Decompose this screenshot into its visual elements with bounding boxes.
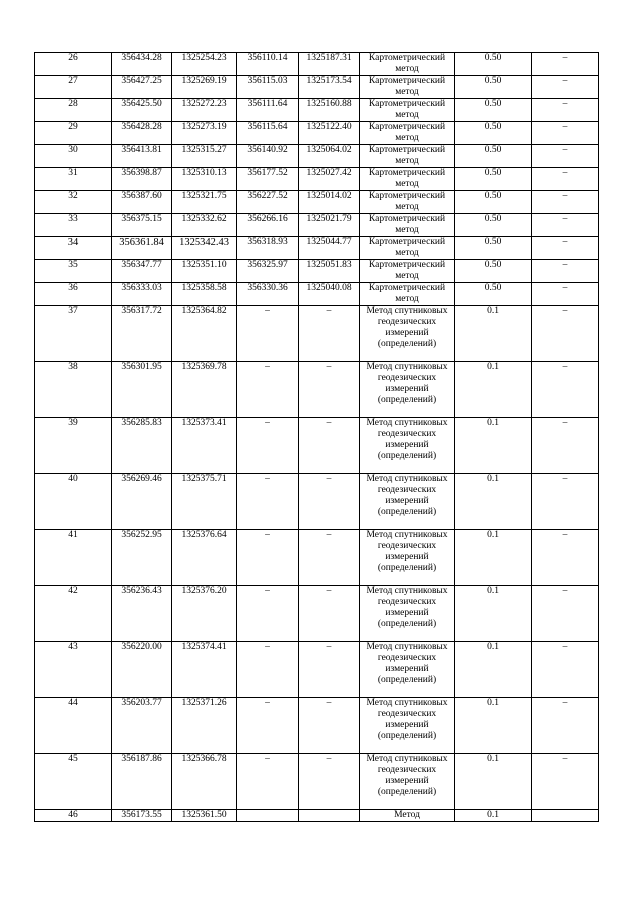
x-previous-cell: – bbox=[237, 306, 299, 362]
y-coordinate-cell: 1325358.58 bbox=[172, 283, 237, 306]
y-coordinate-cell: 1325361.50 bbox=[172, 810, 237, 822]
y-previous-cell: – bbox=[299, 698, 360, 754]
method-cell: Метод спутниковых геодезических измерений (определений) bbox=[360, 530, 455, 586]
y-previous-cell: 1325064.02 bbox=[299, 145, 360, 168]
point-number-cell: 41 bbox=[35, 530, 112, 586]
point-number-cell: 40 bbox=[35, 474, 112, 530]
y-previous-cell: 1325021.79 bbox=[299, 214, 360, 237]
table-row bbox=[35, 810, 599, 822]
y-coordinate-cell: 1325310.13 bbox=[172, 168, 237, 191]
x-previous-cell: – bbox=[237, 754, 299, 810]
x-coordinate-cell: 356347.77 bbox=[112, 260, 172, 283]
x-previous-cell: 356318.93 bbox=[237, 237, 299, 260]
x-coordinate-cell: 356252.95 bbox=[112, 530, 172, 586]
x-previous-cell: 356115.03 bbox=[237, 76, 299, 99]
note-cell: – bbox=[532, 586, 599, 642]
accuracy-cell: 0.50 bbox=[455, 237, 532, 260]
method-cell: Картометрический метод bbox=[360, 145, 455, 168]
table-row bbox=[35, 76, 599, 99]
y-previous-cell: – bbox=[299, 418, 360, 474]
table-row bbox=[35, 474, 599, 530]
y-coordinate-cell: 1325369.78 bbox=[172, 362, 237, 418]
x-previous-cell: 356330.36 bbox=[237, 283, 299, 306]
x-previous-cell: 356325.97 bbox=[237, 260, 299, 283]
accuracy-cell: 0.50 bbox=[455, 53, 532, 76]
note-cell: – bbox=[532, 76, 599, 99]
x-previous-cell: 356115.64 bbox=[237, 122, 299, 145]
method-cell: Метод спутниковых геодезических измерений (определений) bbox=[360, 306, 455, 362]
point-number-cell: 27 bbox=[35, 76, 112, 99]
table-row bbox=[35, 530, 599, 586]
x-coordinate-cell: 356361.84 bbox=[112, 237, 172, 260]
x-coordinate-cell: 356173.55 bbox=[112, 810, 172, 822]
method-cell: Метод спутниковых геодезических измерений (определений) bbox=[360, 586, 455, 642]
y-previous-cell: 1325040.08 bbox=[299, 283, 360, 306]
y-coordinate-cell: 1325273.19 bbox=[172, 122, 237, 145]
y-previous-cell: – bbox=[299, 754, 360, 810]
x-coordinate-cell: 356428.28 bbox=[112, 122, 172, 145]
note-cell: – bbox=[532, 260, 599, 283]
y-coordinate-cell: 1325351.10 bbox=[172, 260, 237, 283]
x-coordinate-cell: 356333.03 bbox=[112, 283, 172, 306]
point-number-cell: 45 bbox=[35, 754, 112, 810]
accuracy-cell: 0.1 bbox=[455, 642, 532, 698]
y-previous-cell: 1325187.31 bbox=[299, 53, 360, 76]
method-cell: Метод спутниковых геодезических измерений (определений) bbox=[360, 362, 455, 418]
point-number-cell: 34 bbox=[35, 237, 112, 260]
y-coordinate-cell: 1325321.75 bbox=[172, 191, 237, 214]
y-coordinate-cell: 1325364.82 bbox=[172, 306, 237, 362]
x-coordinate-cell: 356187.86 bbox=[112, 754, 172, 810]
method-cell: Метод спутниковых геодезических измерений (определений) bbox=[360, 642, 455, 698]
y-coordinate-cell: 1325332.62 bbox=[172, 214, 237, 237]
accuracy-cell: 0.1 bbox=[455, 418, 532, 474]
x-previous-cell: 356266.16 bbox=[237, 214, 299, 237]
y-previous-cell: – bbox=[299, 306, 360, 362]
x-previous-cell: 356140.92 bbox=[237, 145, 299, 168]
x-coordinate-cell: 356317.72 bbox=[112, 306, 172, 362]
x-coordinate-cell: 356434.28 bbox=[112, 53, 172, 76]
note-cell: – bbox=[532, 642, 599, 698]
x-coordinate-cell: 356398.87 bbox=[112, 168, 172, 191]
table-row bbox=[35, 99, 599, 122]
y-coordinate-cell: 1325375.71 bbox=[172, 474, 237, 530]
method-cell: Картометрический метод bbox=[360, 53, 455, 76]
x-coordinate-cell: 356236.43 bbox=[112, 586, 172, 642]
y-previous-cell: – bbox=[299, 530, 360, 586]
point-number-cell: 46 bbox=[35, 810, 112, 822]
y-previous-cell: 1325014.02 bbox=[299, 191, 360, 214]
note-cell: – bbox=[532, 530, 599, 586]
accuracy-cell: 0.1 bbox=[455, 586, 532, 642]
x-previous-cell: – bbox=[237, 698, 299, 754]
note-cell: – bbox=[532, 214, 599, 237]
x-coordinate-cell: 356203.77 bbox=[112, 698, 172, 754]
point-number-cell: 35 bbox=[35, 260, 112, 283]
x-coordinate-cell: 356375.15 bbox=[112, 214, 172, 237]
y-previous-cell: – bbox=[299, 362, 360, 418]
accuracy-cell: 0.1 bbox=[455, 306, 532, 362]
point-number-cell: 30 bbox=[35, 145, 112, 168]
y-previous-cell: 1325173.54 bbox=[299, 76, 360, 99]
y-coordinate-cell: 1325342.43 bbox=[172, 237, 237, 260]
point-number-cell: 28 bbox=[35, 99, 112, 122]
table-row bbox=[35, 122, 599, 145]
note-cell bbox=[532, 810, 599, 822]
note-cell: – bbox=[532, 474, 599, 530]
x-previous-cell: – bbox=[237, 586, 299, 642]
method-cell: Картометрический метод bbox=[360, 214, 455, 237]
coordinates-table-body bbox=[35, 53, 599, 822]
x-coordinate-cell: 356427.25 bbox=[112, 76, 172, 99]
accuracy-cell: 0.50 bbox=[455, 122, 532, 145]
method-cell: Картометрический метод bbox=[360, 99, 455, 122]
method-cell: Метод спутниковых геодезических измерений (определений) bbox=[360, 698, 455, 754]
point-number-cell: 39 bbox=[35, 418, 112, 474]
x-coordinate-cell: 356269.46 bbox=[112, 474, 172, 530]
coordinates-table bbox=[34, 52, 599, 822]
point-number-cell: 33 bbox=[35, 214, 112, 237]
note-cell: – bbox=[532, 362, 599, 418]
y-previous-cell: 1325027.42 bbox=[299, 168, 360, 191]
y-coordinate-cell: 1325371.26 bbox=[172, 698, 237, 754]
x-previous-cell: 356177.52 bbox=[237, 168, 299, 191]
accuracy-cell: 0.1 bbox=[455, 362, 532, 418]
note-cell: – bbox=[532, 191, 599, 214]
method-cell: Метод спутниковых геодезических измерений (определений) bbox=[360, 474, 455, 530]
accuracy-cell: 0.50 bbox=[455, 145, 532, 168]
point-number-cell: 36 bbox=[35, 283, 112, 306]
note-cell: – bbox=[532, 237, 599, 260]
x-coordinate-cell: 356425.50 bbox=[112, 99, 172, 122]
accuracy-cell: 0.50 bbox=[455, 76, 532, 99]
table-row bbox=[35, 698, 599, 754]
point-number-cell: 26 bbox=[35, 53, 112, 76]
y-coordinate-cell: 1325376.64 bbox=[172, 530, 237, 586]
y-previous-cell: 1325122.40 bbox=[299, 122, 360, 145]
method-cell: Картометрический метод bbox=[360, 260, 455, 283]
x-previous-cell: 356111.64 bbox=[237, 99, 299, 122]
x-previous-cell: – bbox=[237, 642, 299, 698]
y-previous-cell: – bbox=[299, 586, 360, 642]
method-cell: Картометрический метод bbox=[360, 168, 455, 191]
y-coordinate-cell: 1325254.23 bbox=[172, 53, 237, 76]
table-row bbox=[35, 418, 599, 474]
table-row bbox=[35, 283, 599, 306]
x-previous-cell: 356110.14 bbox=[237, 53, 299, 76]
x-previous-cell: 356227.52 bbox=[237, 191, 299, 214]
method-cell: Метод спутниковых геодезических измерений (определений) bbox=[360, 754, 455, 810]
y-previous-cell bbox=[299, 810, 360, 822]
point-number-cell: 32 bbox=[35, 191, 112, 214]
note-cell: – bbox=[532, 168, 599, 191]
note-cell: – bbox=[532, 53, 599, 76]
y-previous-cell: – bbox=[299, 642, 360, 698]
y-coordinate-cell: 1325366.78 bbox=[172, 754, 237, 810]
method-cell: Метод bbox=[360, 810, 455, 822]
point-number-cell: 38 bbox=[35, 362, 112, 418]
note-cell: – bbox=[532, 418, 599, 474]
point-number-cell: 37 bbox=[35, 306, 112, 362]
table-row bbox=[35, 237, 599, 260]
accuracy-cell: 0.50 bbox=[455, 99, 532, 122]
method-cell: Метод спутниковых геодезических измерений (определений) bbox=[360, 418, 455, 474]
y-coordinate-cell: 1325374.41 bbox=[172, 642, 237, 698]
note-cell: – bbox=[532, 283, 599, 306]
table-row bbox=[35, 53, 599, 76]
accuracy-cell: 0.1 bbox=[455, 754, 532, 810]
x-previous-cell bbox=[237, 810, 299, 822]
method-cell: Картометрический метод bbox=[360, 122, 455, 145]
y-coordinate-cell: 1325373.41 bbox=[172, 418, 237, 474]
table-row bbox=[35, 642, 599, 698]
note-cell: – bbox=[532, 122, 599, 145]
table-row bbox=[35, 214, 599, 237]
y-previous-cell: 1325160.88 bbox=[299, 99, 360, 122]
table-row bbox=[35, 168, 599, 191]
table-row bbox=[35, 362, 599, 418]
point-number-cell: 43 bbox=[35, 642, 112, 698]
x-previous-cell: – bbox=[237, 474, 299, 530]
accuracy-cell: 0.50 bbox=[455, 168, 532, 191]
table-row bbox=[35, 306, 599, 362]
point-number-cell: 31 bbox=[35, 168, 112, 191]
table-row bbox=[35, 191, 599, 214]
table-row bbox=[35, 145, 599, 168]
accuracy-cell: 0.1 bbox=[455, 810, 532, 822]
accuracy-cell: 0.1 bbox=[455, 698, 532, 754]
y-coordinate-cell: 1325272.23 bbox=[172, 99, 237, 122]
point-number-cell: 29 bbox=[35, 122, 112, 145]
x-previous-cell: – bbox=[237, 418, 299, 474]
table-row bbox=[35, 754, 599, 810]
accuracy-cell: 0.1 bbox=[455, 474, 532, 530]
accuracy-cell: 0.50 bbox=[455, 214, 532, 237]
x-previous-cell: – bbox=[237, 362, 299, 418]
method-cell: Картометрический метод bbox=[360, 76, 455, 99]
note-cell: – bbox=[532, 306, 599, 362]
x-coordinate-cell: 356301.95 bbox=[112, 362, 172, 418]
x-coordinate-cell: 356387.60 bbox=[112, 191, 172, 214]
y-previous-cell: 1325044.77 bbox=[299, 237, 360, 260]
method-cell: Картометрический метод bbox=[360, 283, 455, 306]
note-cell: – bbox=[532, 145, 599, 168]
accuracy-cell: 0.50 bbox=[455, 191, 532, 214]
x-coordinate-cell: 356220.00 bbox=[112, 642, 172, 698]
y-previous-cell: 1325051.83 bbox=[299, 260, 360, 283]
y-previous-cell: – bbox=[299, 474, 360, 530]
note-cell: – bbox=[532, 698, 599, 754]
accuracy-cell: 0.50 bbox=[455, 283, 532, 306]
note-cell: – bbox=[532, 99, 599, 122]
x-coordinate-cell: 356285.83 bbox=[112, 418, 172, 474]
method-cell: Картометрический метод bbox=[360, 237, 455, 260]
note-cell: – bbox=[532, 754, 599, 810]
y-coordinate-cell: 1325269.19 bbox=[172, 76, 237, 99]
point-number-cell: 44 bbox=[35, 698, 112, 754]
table-row bbox=[35, 586, 599, 642]
x-previous-cell: – bbox=[237, 530, 299, 586]
point-number-cell: 42 bbox=[35, 586, 112, 642]
y-coordinate-cell: 1325315.27 bbox=[172, 145, 237, 168]
table-row bbox=[35, 260, 599, 283]
accuracy-cell: 0.1 bbox=[455, 530, 532, 586]
y-coordinate-cell: 1325376.20 bbox=[172, 586, 237, 642]
accuracy-cell: 0.50 bbox=[455, 260, 532, 283]
method-cell: Картометрический метод bbox=[360, 191, 455, 214]
x-coordinate-cell: 356413.81 bbox=[112, 145, 172, 168]
